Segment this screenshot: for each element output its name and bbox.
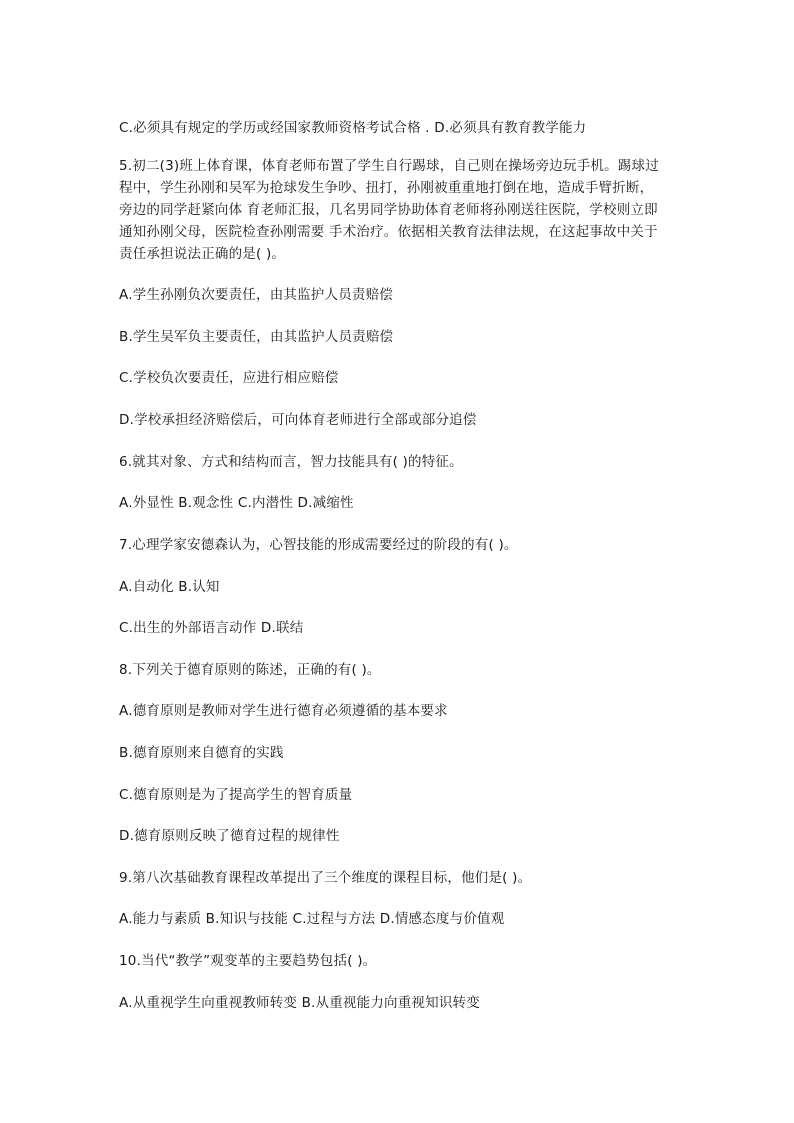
q8-option-d: D.德育原则反映了德育过程的规律性 [119, 828, 340, 844]
q8-option-c: C.德育原则是为了提高学生的智育质量 [119, 787, 353, 803]
q7-options-ab: A.自动化 B.认知 [119, 579, 220, 595]
q7-question: 7.心理学家安德森认为，心智技能的形成需要经过的阶段的有( )。 [119, 537, 518, 553]
q8-question: 8.下列关于德育原则的陈述，正确的有( )。 [119, 662, 381, 678]
q8-option-b: B.德育原则来自德育的实践 [119, 745, 284, 761]
q10-options-ab: A.从重视学生向重视教师转变 B.从重视能力向重视知识转变 [119, 995, 480, 1011]
q5-line: 旁边的同学赶紧向体 育老师汇报，几名男同学协助体育老师将孙刚送往医院，学校则立即 [119, 202, 658, 218]
q5-line: 5.初二(3)班上体育课，体育老师布置了学生自行踢球，自己则在操场旁边玩手机。踢球过 [119, 158, 659, 174]
q5-line: 程中，学生孙刚和吴军为抢球发生争吵、扭打，孙刚被重重地打倒在地，造成手臂折断， [119, 180, 654, 196]
q5-line: 责任承担说法正确的是( )。 [119, 246, 286, 262]
q5-option-d: D.学校承担经济赔偿后，可向体育老师进行全部或部分追偿 [119, 412, 477, 428]
q5-question [119, 155, 689, 265]
q8-option-a: A.德育原则是教师对学生进行德育必须遵循的基本要求 [119, 703, 448, 719]
q6-options: A.外显性 B.观念性 C.内潜性 D.减缩性 [119, 495, 354, 511]
q4-options-cd: C.必须具有规定的学历或经国家教师资格考试合格 . D.必须具有教育教学能力 [119, 120, 587, 136]
q7-options-cd: C.出生的外部语言动作 D.联结 [119, 620, 304, 636]
q5-option-b: B.学生吴军负主要责任，由其监护人员责赔偿 [119, 329, 394, 345]
q5-option-a: A.学生孙刚负次要责任，由其监护人员责赔偿 [119, 287, 393, 303]
q6-question: 6.就其对象、方式和结构而言，智力技能具有( )的特征。 [119, 454, 463, 470]
q5-line: 通知孙刚父母，医院检查孙刚需要 手术治疗。依据相关教育法律法规，在这起事故中关于 [119, 224, 658, 240]
q5-option-c: C.学校负次要责任，应进行相应赔偿 [119, 370, 339, 386]
q10-question: 10.当代“教学”观变革的主要趋势包括( )。 [119, 953, 377, 969]
q9-question: 9.第八次基础教育课程改革提出了三个维度的课程目标，他们是( )。 [119, 870, 532, 886]
q9-options: A.能力与素质 B.知识与技能 C.过程与方法 D.情感态度与价值观 [119, 911, 505, 927]
